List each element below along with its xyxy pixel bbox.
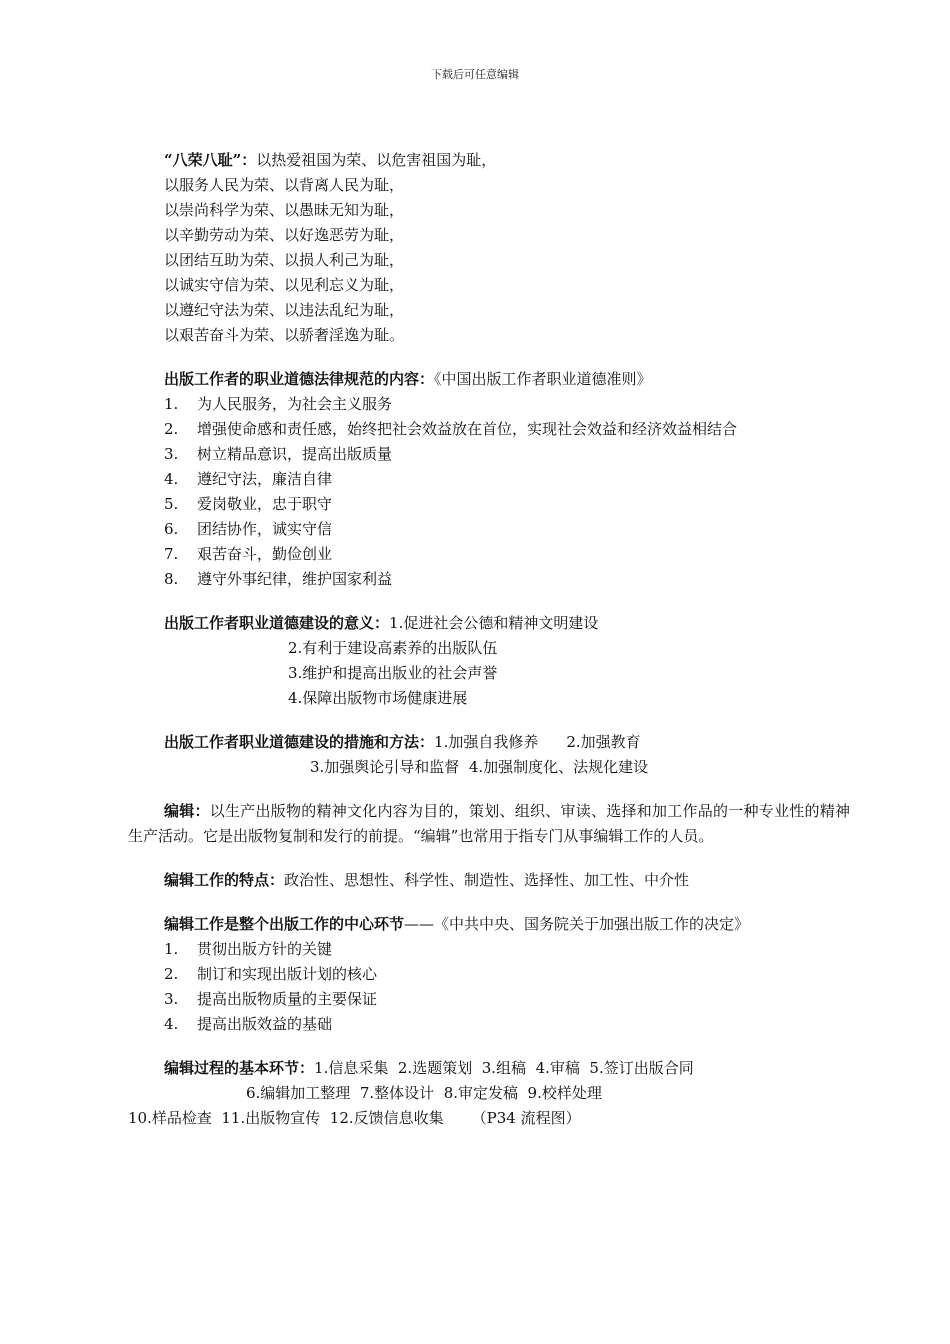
- list-number: 8.: [164, 570, 179, 588]
- significance-sep: ：: [374, 614, 390, 632]
- page-header: 下载后可任意编辑: [431, 68, 519, 81]
- section-rongchi: [128, 148, 850, 348]
- list-text: 制订和实现出版计划的核心: [197, 965, 378, 983]
- list-number: 2.: [164, 965, 179, 983]
- list-number: 6.: [164, 520, 179, 538]
- list-item: [128, 492, 850, 517]
- norms-heading: [128, 367, 850, 392]
- list-item: [128, 542, 850, 567]
- measures-second-line: [128, 755, 850, 780]
- significance-item: 1.促进社会公德和精神文明建设: [389, 614, 599, 632]
- list-text: 增强使命感和责任感，始终把社会效益放在首位，实现社会效益和经济效益相结合: [197, 420, 738, 438]
- process-steps: 10.样品检查 11.出版物宣传 12.反馈信息收集: [128, 1109, 444, 1127]
- features-sep: ：: [269, 871, 285, 889]
- list-text: 提高出版物质量的主要保证: [197, 990, 378, 1008]
- list-item: [128, 937, 850, 962]
- list-text: 树立精品意识，提高出版质量: [197, 445, 393, 463]
- list-item: [128, 392, 850, 417]
- process-steps: 1.信息采集 2.选题策划 3.组稿 4.审稿 5.签订出版合同: [314, 1059, 694, 1077]
- list-text: 提高出版效益的基础: [197, 1015, 333, 1033]
- section-process: [128, 1056, 850, 1131]
- list-number: 1.: [164, 395, 179, 413]
- significance-item: 2.有利于建设高素养的出版队伍: [288, 639, 498, 657]
- process-heading: [128, 1056, 850, 1081]
- significance-heading: [128, 611, 850, 636]
- rongchi-line: 以热爱祖国为荣、以危害祖国为耻，: [256, 151, 497, 169]
- rongchi-line: 以服务人民为荣、以背离人民为耻，: [164, 176, 405, 194]
- list-item: [128, 962, 850, 987]
- list-text: 爱岗敬业，忠于职守: [197, 495, 333, 513]
- significance-item: 3.维护和提高出版业的社会声誉: [288, 664, 498, 682]
- process-last-line: [128, 1106, 850, 1131]
- editing-text: 以生产出版物的精神文化内容为目的，策划、组织、审读、选择和加工作品的一种专业性的精神生产活动。它是出版物复制和发行的前提。“编辑”也常用于指专门从事编辑工作的人员。: [128, 802, 850, 845]
- list-number: 3.: [164, 445, 179, 463]
- list-item: [128, 467, 850, 492]
- list-number: 3.: [164, 990, 179, 1008]
- features-text: 政治性、思想性、科学性、制造性、选择性、加工性、中介性: [284, 871, 690, 889]
- list-number: 2.: [164, 420, 179, 438]
- section-significance: [128, 611, 850, 711]
- process-title: 编辑过程的基本环节: [164, 1059, 300, 1077]
- rongchi-line: 以团结互助为荣、以损人利己为耻，: [164, 251, 405, 269]
- significance-item: 4.保障出版物市场健康进展: [288, 689, 468, 707]
- norms-sep: ：: [419, 370, 435, 388]
- measures-title: 出版工作者职业道德建设的措施和方法: [164, 733, 420, 751]
- rongchi-line: 以艰苦奋斗为荣、以骄奢淫逸为耻。: [164, 326, 405, 344]
- center-heading: [128, 912, 850, 937]
- norms-source: 《中国出版工作者职业道德准则》: [434, 370, 652, 388]
- list-number: 4.: [164, 470, 179, 488]
- section-center: [128, 912, 850, 1037]
- center-title: 编辑工作是整个出版工作的中心环节: [164, 915, 405, 933]
- measure-item: 2.加强教育: [566, 733, 641, 751]
- process-sep: ：: [299, 1059, 315, 1077]
- features-title: 编辑工作的特点: [164, 871, 270, 889]
- features-line: [128, 868, 850, 893]
- list-text: 为人民服务，为社会主义服务: [197, 395, 393, 413]
- rongchi-line: 以遵纪守法为荣、以违法乱纪为耻，: [164, 301, 405, 319]
- section-measures: [128, 730, 850, 780]
- list-item: [128, 1012, 850, 1037]
- rongchi-title: “八荣八耻”: [164, 151, 242, 169]
- norms-title: 出版工作者的职业道德法律规范的内容: [164, 370, 420, 388]
- list-text: 遵守外事纪律，维护国家利益: [197, 570, 393, 588]
- measure-item: 3.加强舆论引导和监督: [310, 758, 460, 776]
- section-features: [128, 868, 850, 893]
- rongchi-sep: ：: [241, 151, 257, 169]
- process-note: （P34 流程图）: [471, 1109, 581, 1127]
- list-number: 5.: [164, 495, 179, 513]
- list-item: [128, 442, 850, 467]
- significance-title: 出版工作者职业道德建设的意义: [164, 614, 375, 632]
- document-body: [128, 148, 850, 1131]
- editing-title: 编辑: [164, 802, 195, 820]
- list-text: 艰苦奋斗，勤俭创业: [197, 545, 333, 563]
- measures-sep: ：: [419, 733, 435, 751]
- section-editing: [128, 799, 850, 849]
- list-number: 1.: [164, 940, 179, 958]
- list-text: 遵纪守法，廉洁自律: [197, 470, 333, 488]
- rongchi-line: 以辛勤劳动为荣、以好逸恶劳为耻，: [164, 226, 405, 244]
- list-text: 贯彻出版方针的关键: [197, 940, 333, 958]
- list-item: [128, 417, 850, 442]
- list-item: [128, 567, 850, 592]
- list-number: 4.: [164, 1015, 179, 1033]
- list-number: 7.: [164, 545, 179, 563]
- rongchi-first-line: [128, 148, 850, 173]
- measure-item: 1.加强自我修养: [434, 733, 539, 751]
- editing-paragraph: [128, 799, 850, 849]
- editing-sep: ：: [194, 802, 210, 820]
- list-item: [128, 987, 850, 1012]
- measure-item: 4.加强制度化、法规化建设: [468, 758, 649, 776]
- list-text: 团结协作，诚实守信: [197, 520, 333, 538]
- rongchi-line: 以崇尚科学为荣、以愚昧无知为耻，: [164, 201, 405, 219]
- center-source: ——《中共中央、国务院关于加强出版工作的决定》: [404, 915, 750, 933]
- list-item: [128, 517, 850, 542]
- rongchi-line: 以诚实守信为荣、以见利忘义为耻，: [164, 276, 405, 294]
- process-steps: 6.编辑加工整理 7.整体设计 8.审定发稿 9.校样处理: [246, 1084, 602, 1102]
- measures-heading: [128, 730, 850, 755]
- section-norms: [128, 367, 850, 592]
